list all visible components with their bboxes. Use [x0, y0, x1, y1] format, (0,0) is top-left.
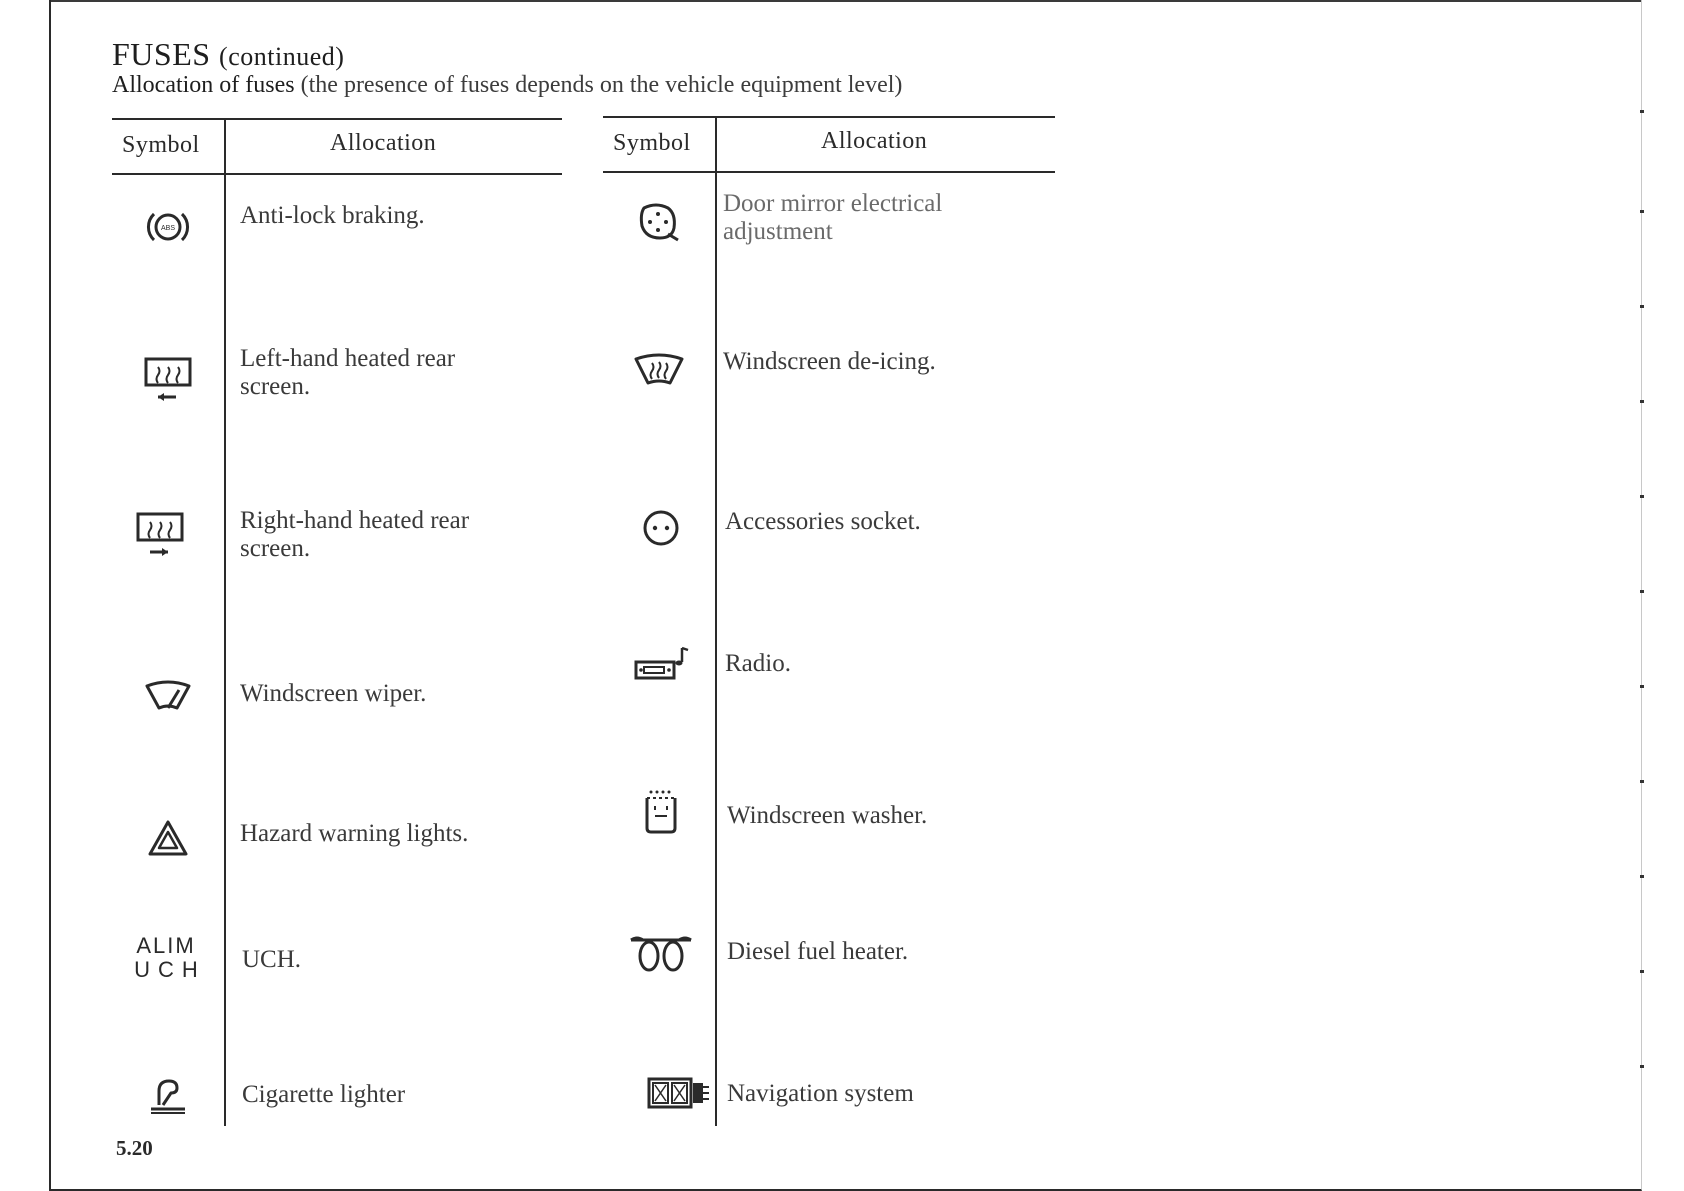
page-edge-tick: [1640, 1065, 1644, 1068]
door-mirror-icon: [636, 200, 682, 244]
row-text-uch: UCH.: [242, 946, 302, 973]
alim-uch-icon: [126, 934, 206, 982]
alim-label: ALIM: [136, 933, 196, 958]
row-text-left-heated-rear-screen: Left-hand heated rear screen.: [240, 345, 456, 400]
diesel-fuel-heater-icon: [629, 934, 693, 974]
page-edge-tick: [1640, 110, 1644, 113]
page-edge-tick: [1640, 210, 1644, 213]
row-text-door-mirror: Door mirror electrical adjustment: [723, 190, 943, 245]
header-allocation: Allocation: [821, 128, 928, 154]
uch-label: UCH: [134, 957, 206, 982]
page-edge-tick: [1640, 780, 1644, 783]
row-text-windscreen-washer: Windscreen washer.: [727, 802, 928, 829]
row-text-windscreen-de-icing: Windscreen de-icing.: [723, 348, 936, 375]
page-edge-tick: [1640, 875, 1644, 878]
row-text-abs: Anti-lock braking.: [240, 202, 425, 229]
title-main: FUSES: [112, 36, 211, 72]
title-suffix: (continued): [219, 42, 345, 71]
page-number: 5.20: [116, 1136, 153, 1160]
row-text-cigarette-lighter: Cigarette lighter: [242, 1081, 406, 1108]
page-edge-tick: [1640, 685, 1644, 688]
svg-text:ABS: ABS: [160, 225, 176, 232]
page-edge-tick: [1640, 495, 1644, 498]
cigarette-lighter-icon: [145, 1075, 191, 1117]
table-row: [132, 194, 204, 260]
subtitle-rest: (the presence of fuses depends on the vehicle equipment level): [300, 72, 903, 98]
row-text-windscreen-wiper: Windscreen wiper.: [240, 680, 427, 707]
row-text-diesel-fuel-heater: Diesel fuel heater.: [727, 938, 909, 965]
navigation-system-icon: [647, 1075, 711, 1111]
abs-icon: [143, 205, 193, 249]
page-title: [112, 36, 344, 73]
radio-icon: [632, 642, 690, 686]
fuse-table-left: [112, 118, 562, 1126]
windscreen-wiper-icon: [143, 676, 193, 716]
subtitle-bold: Allocation of fuses: [112, 72, 295, 98]
header-symbol: Symbol: [613, 130, 691, 156]
fuse-table-right: [603, 116, 1055, 1126]
page-edge-tick: [1640, 305, 1644, 308]
page-edge-tick: [1640, 970, 1644, 973]
page-edge-tick: [1640, 400, 1644, 403]
accessories-socket-icon: [641, 508, 681, 548]
row-text-radio: Radio.: [725, 650, 791, 677]
right-heated-rear-screen-icon: [134, 510, 186, 562]
row-text-hazard-warning: Hazard warning lights.: [240, 820, 469, 847]
header-symbol: Symbol: [122, 132, 200, 158]
row-text-accessories-socket: Accessories socket.: [725, 508, 921, 535]
page-edge-tick: [1640, 590, 1644, 593]
row-text-navigation-system: Navigation system: [727, 1080, 914, 1107]
page-subtitle: [112, 72, 902, 99]
left-heated-rear-screen-icon: [142, 355, 194, 407]
windscreen-de-icing-icon: [632, 349, 686, 393]
hazard-warning-icon: [146, 818, 190, 858]
header-allocation: Allocation: [330, 130, 437, 156]
row-text-right-heated-rear-screen: Right-hand heated rear screen.: [240, 507, 470, 562]
windscreen-washer-icon: [639, 788, 683, 836]
